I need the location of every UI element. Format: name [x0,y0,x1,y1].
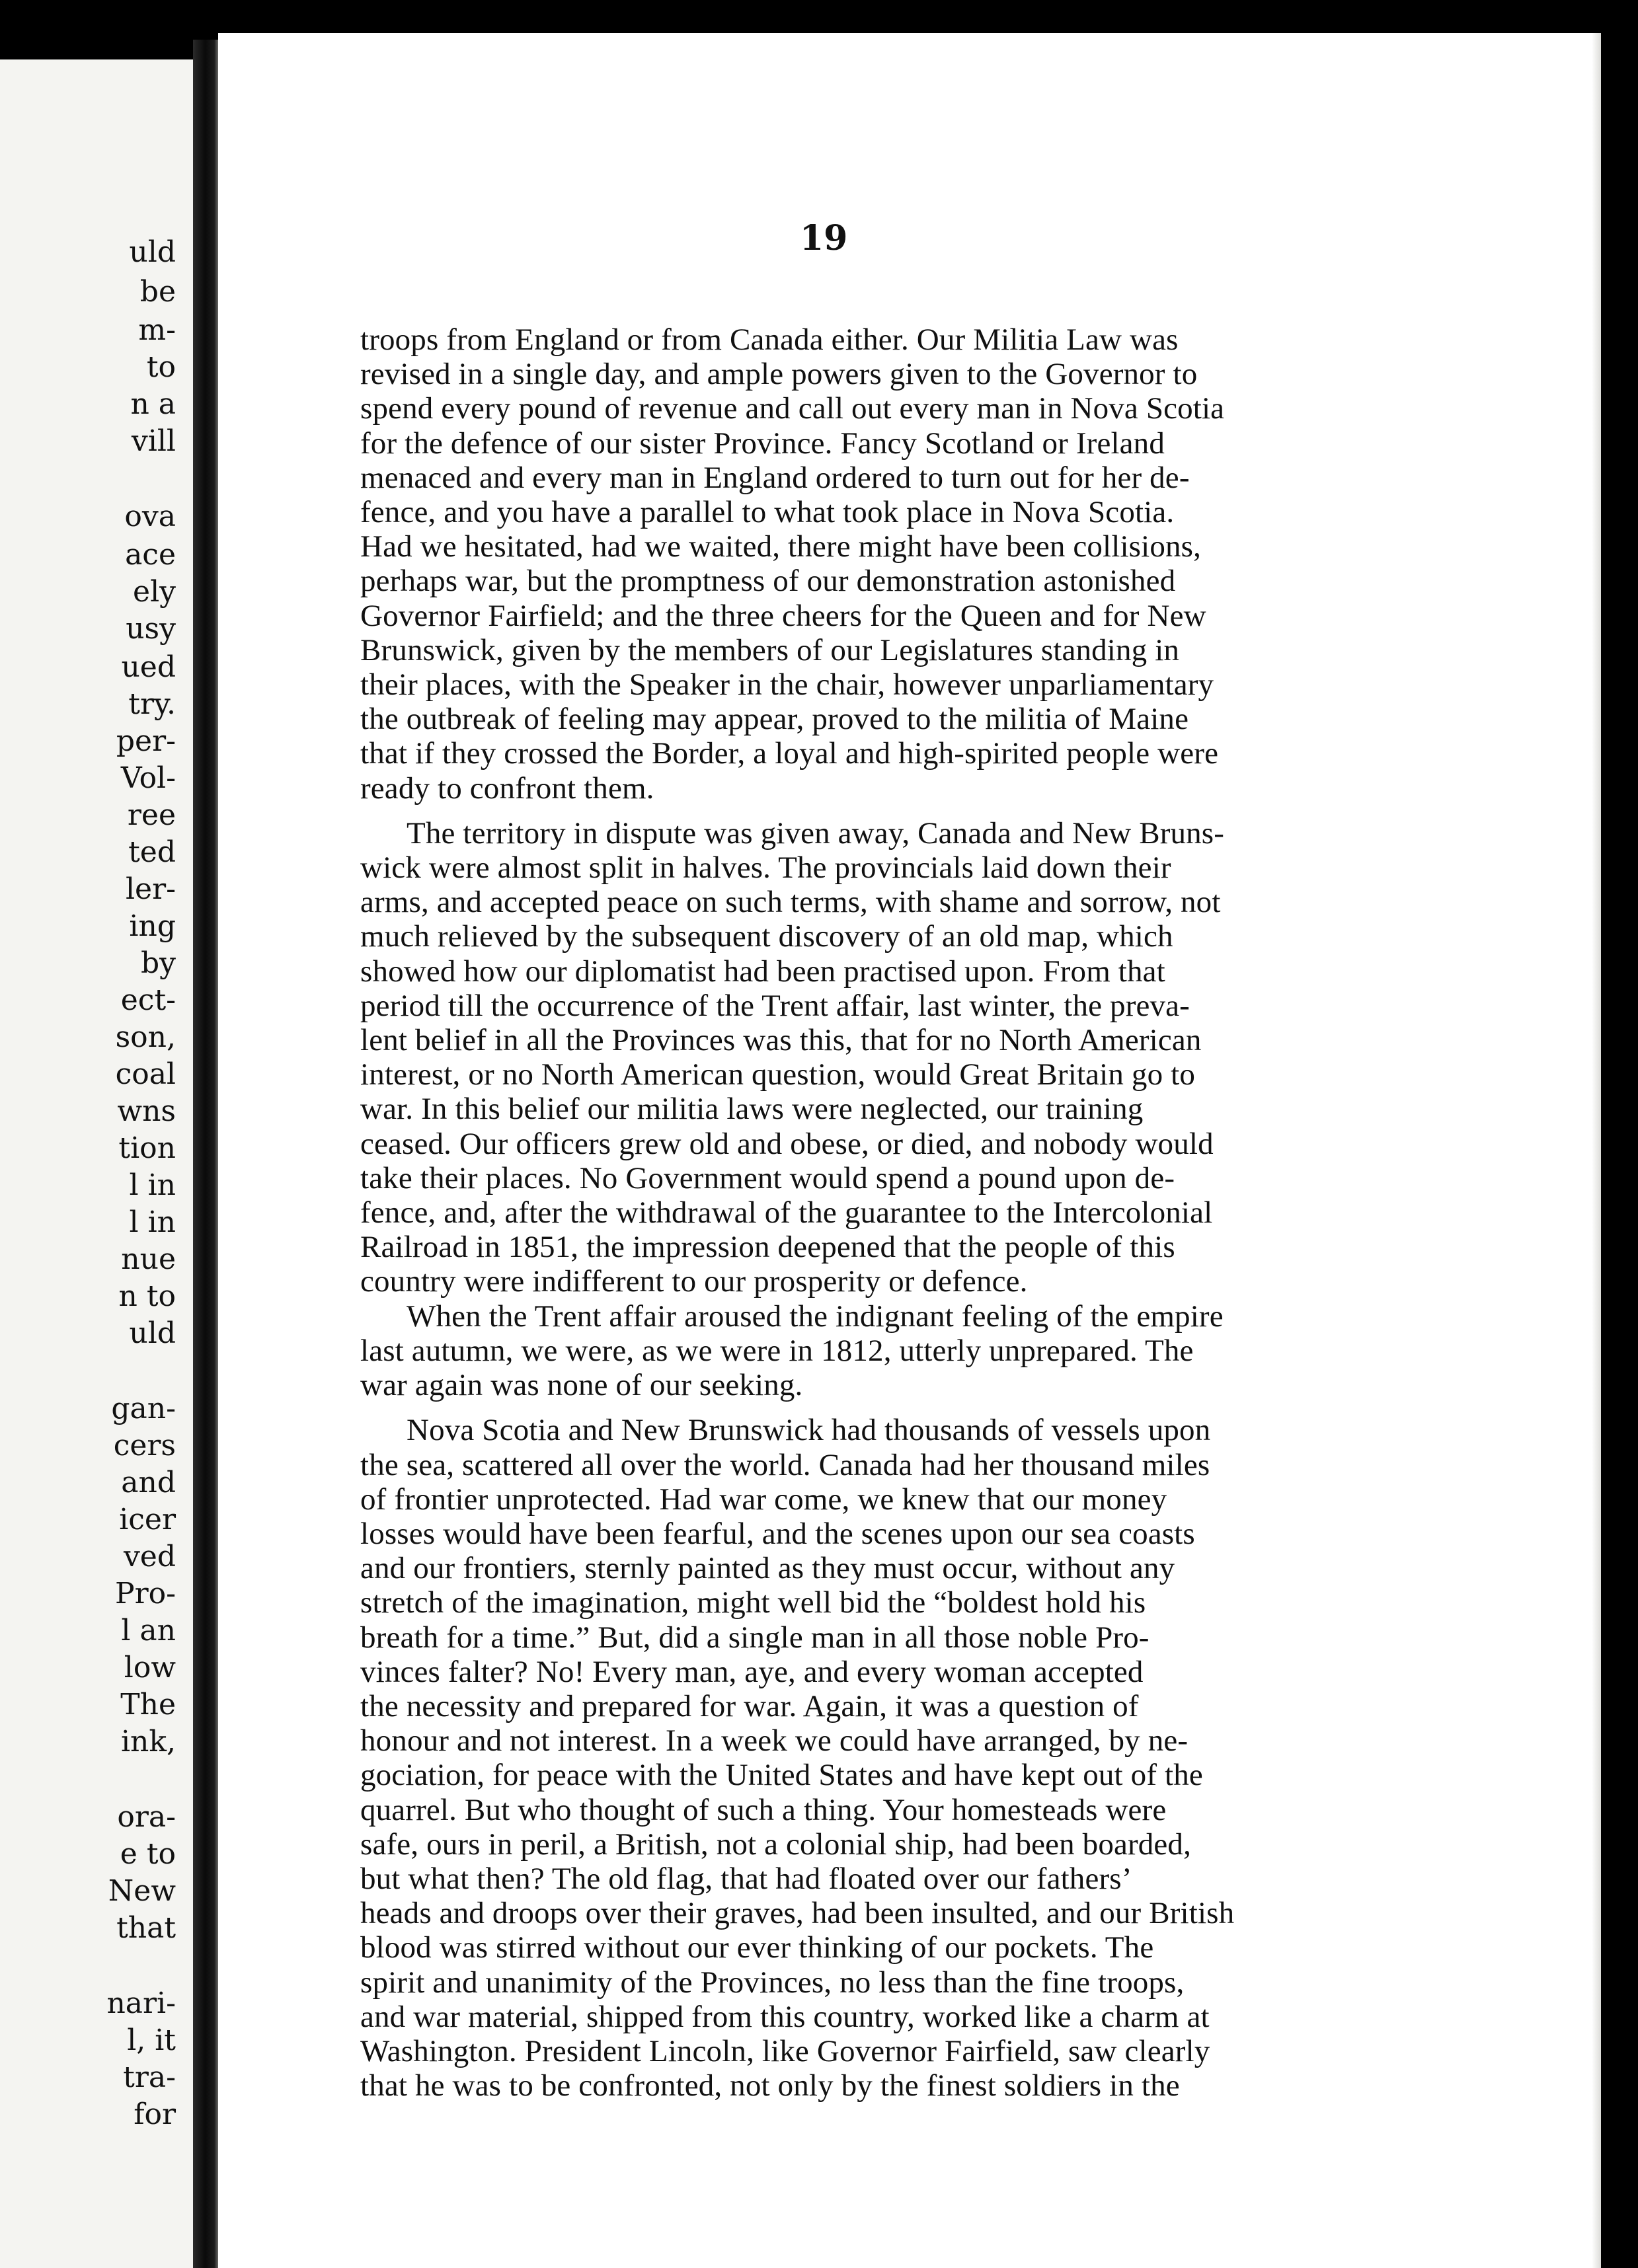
left-page-fragment: tion [118,1131,176,1165]
left-page-fragment: ing [129,909,176,943]
left-page-fragment: ace [125,538,176,572]
paragraph [360,322,1601,806]
text-line: spend every pound of revenue and call out every man in Nova Scotia [360,391,1225,426]
text-line: Governor Fairfield; and the three cheers for the Queen and for New [360,598,1206,633]
paragraph [360,1299,1601,1403]
left-page-fragment: e to [120,1837,176,1871]
paragraph [360,1413,1601,2103]
text-line: fence, and you have a parallel to what took place in Nova Scotia. [360,495,1175,530]
text-line: that he was to be confronted, not only by the finest soldiers in the [360,2068,1180,2103]
left-page-fragment: ect- [120,983,176,1017]
left-page-fragment: l, it [127,2023,176,2057]
text-line: revised in a single day, and ample powers given to the Governor to [360,357,1198,392]
left-page-fragment: coal [115,1057,176,1091]
text-line: country were indifferent to our prosperity or defence. [360,1264,1028,1299]
page-edge-shadow [1592,33,1601,2268]
text-line: and our frontiers, sternly painted as they must occur, without any [360,1551,1175,1586]
text-line: perhaps war, but the promptness of our demonstration astonished [360,564,1176,599]
text-line: losses would have been fearful, and the scenes upon our sea coasts [360,1516,1195,1551]
text-line: war. In this belief our militia laws were neglected, our training [360,1092,1144,1127]
page-number: 19 [800,218,848,258]
left-page-fragment: ved [123,1540,176,1573]
left-page-fragment: cers [113,1429,176,1462]
left-page-fragment: tra- [123,2060,176,2094]
left-page-fragment: try. [128,687,176,721]
left-page-fragment: that [116,1911,176,1945]
left-page-fragment: low [124,1651,176,1684]
left-page-fragment: l in [129,1205,176,1239]
text-line: Washington. President Lincoln, like Governor Fairfield, saw clearly [360,2033,1210,2068]
left-page-fragment: ely [133,575,176,609]
text-line: troops from England or from Canada either. Our Militia Law was [360,322,1179,357]
text-line: Railroad in 1851, the impression deepened that the people of this [360,1230,1175,1265]
left-page-fragment: n a [130,387,176,421]
text-line: their places, with the Speaker in the chair, however unparliamentary [360,667,1214,702]
left-page-fragment: ova [124,500,176,533]
text-line: Brunswick, given by the members of our Legislatures standing in [360,632,1180,667]
text-line: ceased. Our officers grew old and obese, or died, and nobody would [360,1126,1214,1161]
document-page [218,33,1601,2268]
left-page-fragment: ted [128,835,176,869]
left-page-fragment: Vol- [120,761,176,795]
left-page-fragment: per- [116,724,176,758]
text-line: ready to confront them. [360,771,654,806]
text-line: breath for a time.” But, did a single man in all those noble Pro- [360,1620,1150,1655]
left-page-fragment: l in [129,1168,176,1202]
left-page-fragment: uld [129,1316,176,1350]
text-line: Nova Scotia and New Brunswick had thousands of vessels upon [407,1413,1211,1448]
text-line: of frontier unprotected. Had war come, we knew that our money [360,1482,1167,1517]
text-line: and war material, shipped from this country, worked like a charm at [360,1999,1210,2034]
text-line: but what then? The old flag, that had floated over our fathers’ [360,1861,1132,1896]
left-page-fragment: ink, [120,1725,176,1758]
left-page-fragment: nue [121,1242,176,1276]
text-line: for the defence of our sister Province. Fancy Scotland or Ireland [360,426,1165,461]
text-line: quarrel. But who thought of such a thing. Your homesteads were [360,1792,1167,1827]
left-page-fragment: New [108,1874,176,1908]
text-line: Had we hesitated, had we waited, there might have been collisions, [360,529,1201,564]
paragraph [360,816,1601,1299]
left-page-fragment: vill [131,424,176,458]
text-line: much relieved by the subsequent discovery of an old map, which [360,919,1173,954]
text-line: menaced and every man in England ordered to turn out for her de- [360,460,1190,495]
text-line: fence, and, after the withdrawal of the guarantee to the Intercolonial [360,1195,1213,1230]
left-page-fragment: ree [127,798,176,832]
text-line: honour and not interest. In a week we could have arranged, by ne- [360,1723,1189,1758]
left-page-margin [0,59,193,2268]
text-line: take their places. No Government would spend a pound upon de- [360,1160,1175,1195]
left-page-fragment: n to [118,1279,176,1313]
text-line: spirit and unanimity of the Provinces, no less than the fine troops, [360,1965,1185,2000]
text-line: the necessity and prepared for war. Again, it was a question of [360,1688,1139,1723]
left-page-fragment: wns [117,1094,176,1128]
left-page-fragment: icer [119,1503,176,1536]
left-page-fragment: and [121,1466,176,1499]
text-line: arms, and accepted peace on such terms, with shame and sorrow, not [360,885,1221,920]
text-line: that if they crossed the Border, a loyal and high-spirited people were [360,736,1219,771]
left-page-fragment: by [140,946,176,980]
left-page-fragment: be [139,275,176,309]
text-line: safe, ours in peril, a British, not a colonial ship, had been boarded, [360,1827,1191,1862]
text-line: war again was none of our seeking. [360,1368,803,1403]
left-page-fragment: usy [126,612,176,646]
text-line: blood was stirred without our ever thinking of our pockets. The [360,1930,1154,1965]
left-page-fragment: to [146,350,176,384]
left-page-fragment: m- [138,313,176,347]
text-line: gociation, for peace with the United States and have kept out of the [360,1758,1203,1793]
body-text [360,322,1601,2103]
left-page-fragment: gan- [111,1392,176,1425]
left-page-fragment: nari- [106,1986,176,2020]
left-page-fragment: for [134,2098,176,2131]
text-line: showed how our diplomatist had been practised upon. From that [360,954,1165,989]
left-page-fragment: Pro- [115,1577,176,1610]
left-page-fragment: uld [129,235,176,269]
text-line: last autumn, we were, as we were in 1812, utterly unprepared. The [360,1333,1194,1368]
text-line: the sea, scattered all over the world. Canada had her thousand miles [360,1447,1210,1482]
left-page-fragment: son, [115,1020,176,1054]
text-line: the outbreak of feeling may appear, proved to the militia of Maine [360,702,1189,737]
text-line: stretch of the imagination, might well bid the “boldest hold his [360,1585,1146,1620]
text-line: When the Trent affair aroused the indignant feeling of the empire [407,1299,1224,1334]
text-line: heads and droops over their graves, had been insulted, and our British [360,1896,1235,1931]
left-page-fragment: The [120,1688,176,1721]
text-line: wick were almost split in halves. The provincials laid down their [360,850,1171,886]
left-page-fragment: l an [121,1614,176,1647]
left-page-fragment: ued [121,650,176,684]
text-line: The territory in dispute was given away, Canada and New Bruns- [407,815,1225,850]
text-line: period till the occurrence of the Trent affair, last winter, the preva- [360,988,1190,1023]
text-line: interest, or no North American question, would Great Britain go to [360,1057,1195,1092]
left-page-fragment: ler- [125,872,176,906]
text-line: vinces falter? No! Every man, aye, and every woman accepted [360,1654,1144,1689]
left-page-fragment: ora- [117,1800,176,1834]
text-line: lent belief in all the Provinces was this, that for no North American [360,1023,1202,1058]
